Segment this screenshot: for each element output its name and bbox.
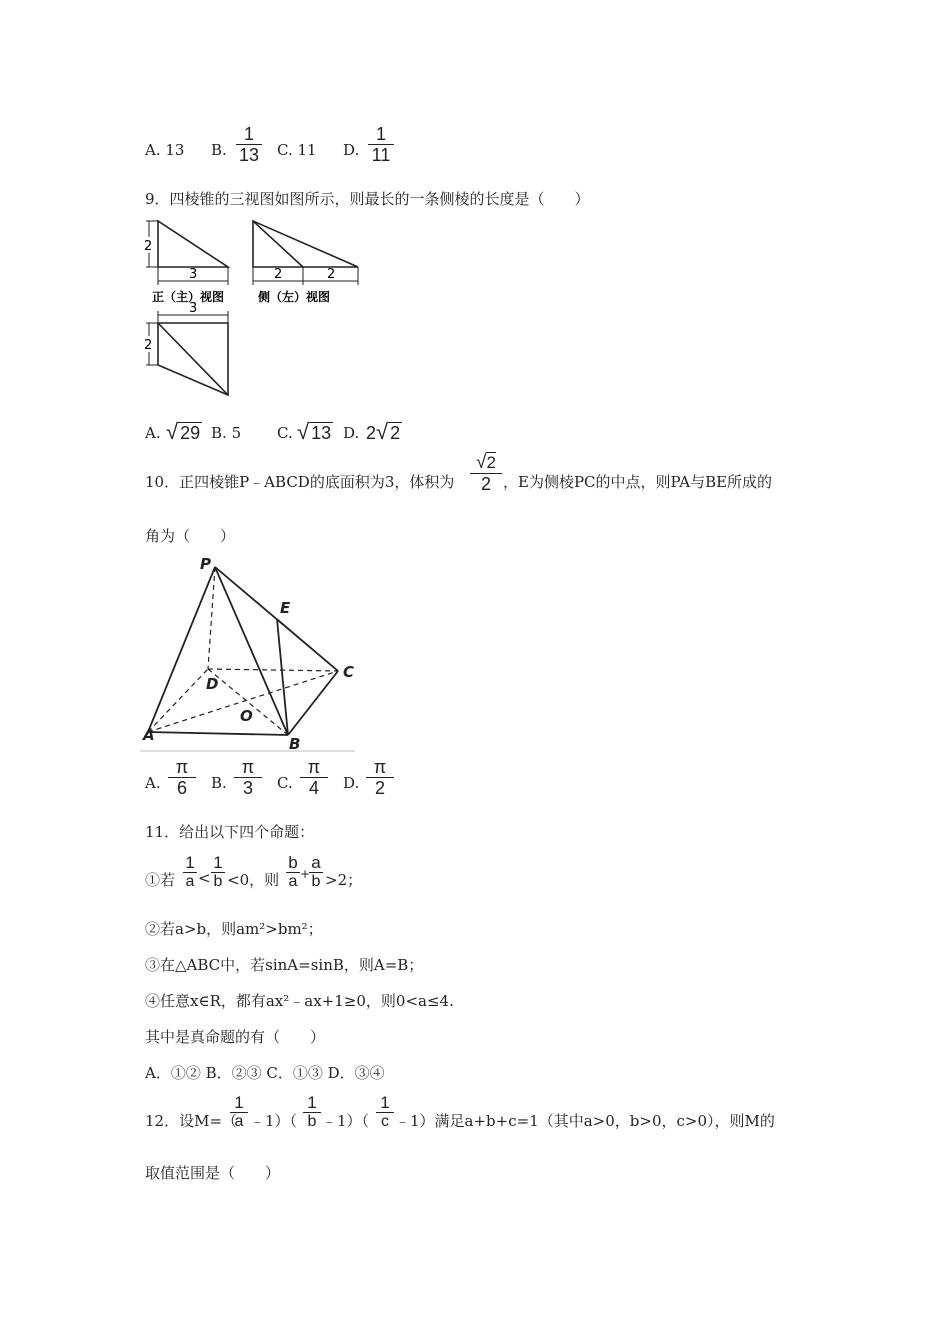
q9-option-d-sqrt: 2√ 2 bbox=[366, 419, 401, 444]
q8-option-c: C. 11 bbox=[277, 141, 317, 159]
vertex-d: D bbox=[206, 675, 219, 693]
q9-option-a-sqrt: √ 29 bbox=[166, 419, 201, 444]
vertex-a: A bbox=[143, 726, 155, 744]
q11-p1-prefix: ①若 bbox=[145, 871, 176, 889]
vertex-e: E bbox=[280, 599, 291, 617]
q9-option-b: B. 5 bbox=[211, 424, 242, 442]
top-width-label: 3 bbox=[189, 301, 198, 316]
q12-term1: ﹣1）（ bbox=[250, 1112, 298, 1130]
q10-option-d-letter: D. bbox=[343, 774, 360, 792]
q11-p1-mid: <0，则 bbox=[227, 871, 280, 889]
q11-p1-plus: + bbox=[300, 867, 311, 881]
q10-option-c-letter: C. bbox=[277, 774, 293, 792]
q9-three-view-figure bbox=[140, 215, 370, 400]
q11-p1-frac2: $\frac{1}{b}$ bbox=[211, 854, 225, 891]
q10-pyramid-figure bbox=[140, 555, 360, 755]
side-view-triangle bbox=[253, 221, 358, 267]
q10-option-b-letter: B. bbox=[211, 774, 227, 792]
front-width-label: 3 bbox=[189, 267, 198, 282]
q12-line2: 取值范围是（ ） bbox=[145, 1164, 281, 1182]
q8-option-b-letter: B. bbox=[211, 141, 227, 159]
side-width-label-2: 2 bbox=[327, 267, 336, 282]
vertex-p: P bbox=[200, 555, 211, 573]
q11-p1-suffix: >2； bbox=[325, 871, 363, 889]
q10-stem-part1: 10．正四棱锥P﹣ABCD的底面积为3，体积为 bbox=[145, 473, 455, 491]
q9-option-d-letter: D. bbox=[343, 424, 360, 442]
top-height-label: 2 bbox=[144, 338, 153, 353]
q11-stem: 11．给出以下四个命题： bbox=[145, 823, 315, 841]
q9-stem: 9．四棱锥的三视图如图所示，则最长的一条侧棱的长度是（ ） bbox=[145, 190, 590, 208]
q9-option-c-sqrt: √ 13 bbox=[297, 419, 332, 444]
q11-p1-frac4: $\frac{a}{b}$ bbox=[309, 854, 323, 891]
q12-frac-b: $\frac{1}{b}$ bbox=[303, 1094, 321, 1131]
q9-option-c-letter: C. bbox=[277, 424, 293, 442]
q8-option-d-fraction: $\frac{1}{11}$ bbox=[368, 124, 394, 165]
q12-frac-a: $\frac{1}{a}$ bbox=[230, 1094, 248, 1131]
q10-stem-line2: 角为（ ） bbox=[145, 527, 236, 545]
q9-option-a-letter: A. bbox=[145, 424, 161, 442]
q11-proposition-3: ③在△ABC中，若sinA=sinB，则A=B； bbox=[145, 956, 424, 974]
side-view-caption: 侧（左）视图 bbox=[258, 290, 331, 304]
q11-proposition-4: ④任意x∈R，都有ax²﹣ax+1≥0，则0<a≤4. bbox=[145, 992, 454, 1010]
q10-volume-fraction: $\frac{√2}{2}$ bbox=[470, 453, 502, 494]
q10-option-a-fraction: $\frac{\pi}{6}$ bbox=[168, 757, 196, 798]
q8-option-a: A. 13 bbox=[145, 141, 185, 159]
q11-ask: 其中是真命题的有（ ） bbox=[145, 1028, 326, 1046]
vertex-b: B bbox=[289, 735, 301, 753]
q10-stem-part2: ，E为侧棱PC的中点，则PA与BE所成的 bbox=[503, 473, 773, 491]
top-view-diagonal bbox=[158, 323, 228, 395]
q12-frac-c: $\frac{1}{c}$ bbox=[376, 1094, 394, 1131]
q12-term2: ﹣1）（ bbox=[322, 1112, 370, 1130]
q10-option-c-fraction: $\frac{\pi}{4}$ bbox=[300, 757, 328, 798]
vertex-o: O bbox=[240, 707, 253, 725]
q10-option-a-letter: A. bbox=[145, 774, 161, 792]
vertex-c: C bbox=[343, 663, 355, 681]
front-view-triangle bbox=[158, 221, 228, 267]
q11-p1-lt: < bbox=[198, 869, 211, 887]
q11-options: A．①② B．②③ C．①③ D．③④ bbox=[145, 1064, 385, 1082]
front-height-label: 2 bbox=[144, 239, 153, 254]
front-view-caption: 正（主）视图 bbox=[152, 290, 225, 304]
q8-option-d-letter: D. bbox=[343, 141, 360, 159]
side-width-label-1: 2 bbox=[274, 267, 283, 282]
q10-option-b-fraction: $\frac{\pi}{3}$ bbox=[234, 757, 262, 798]
q11-p1-frac1: $\frac{1}{a}$ bbox=[183, 854, 197, 891]
q10-option-d-fraction: $\frac{\pi}{2}$ bbox=[366, 757, 394, 798]
q12-term3: ﹣1）满足a+b+c=1（其中a>0，b>0，c>0），则M的 bbox=[395, 1112, 775, 1130]
side-view-inner-line bbox=[253, 221, 303, 267]
q11-proposition-2: ②若a>b，则am²>bm²； bbox=[145, 920, 323, 938]
q12-prefix: 12．设M=（ bbox=[145, 1112, 238, 1130]
q8-option-b-fraction: $\frac{1}{13}$ bbox=[236, 124, 262, 165]
q11-p1-frac3: $\frac{b}{a}$ bbox=[286, 854, 300, 891]
